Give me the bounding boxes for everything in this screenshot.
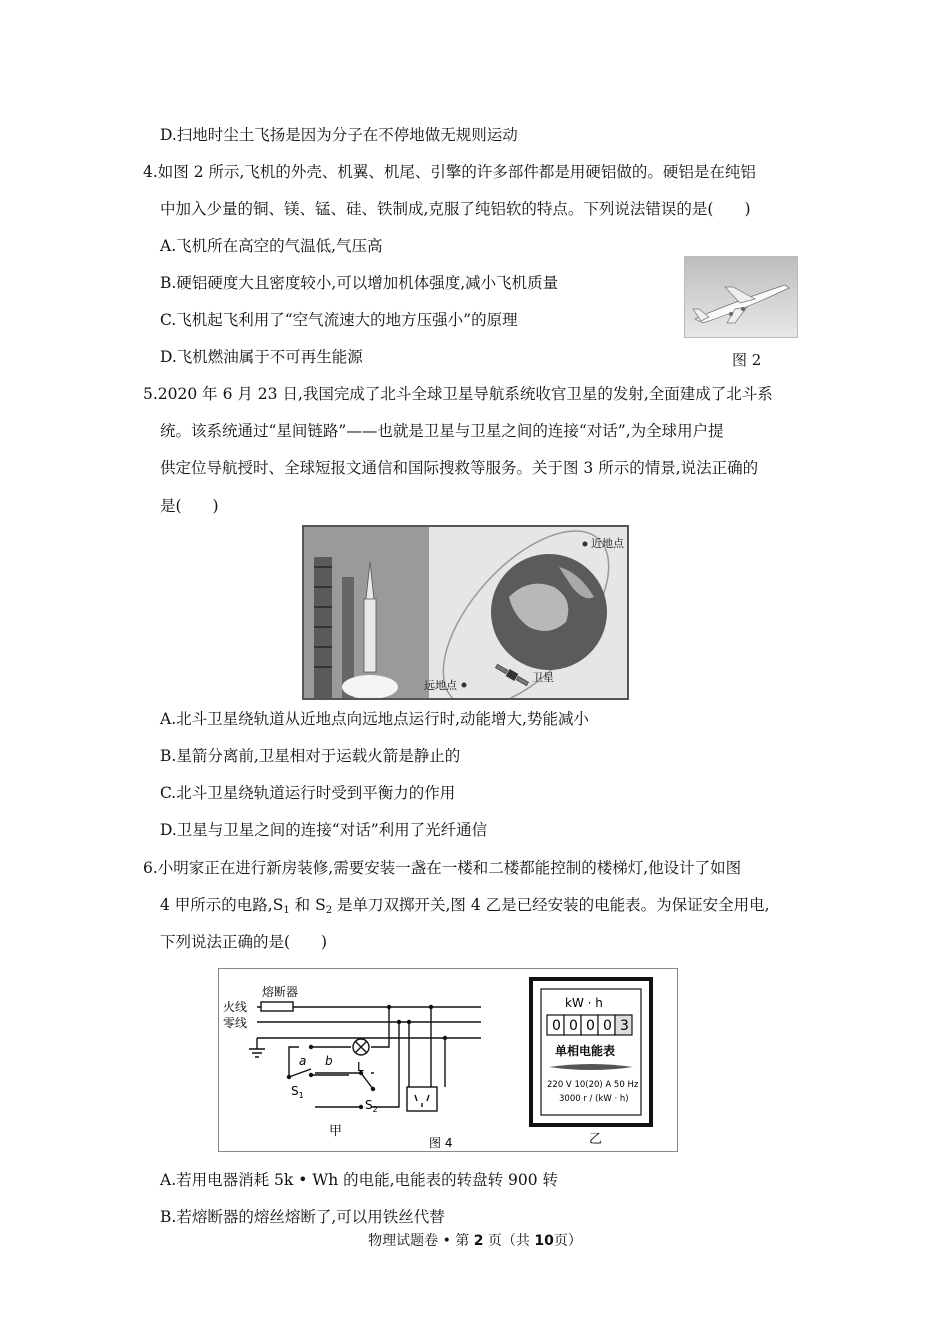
meter-spec-2: 3000 r / (kW · h) — [559, 1094, 629, 1104]
q6-stem-line3: 下列说法正确的是( ) — [160, 933, 328, 951]
satellite-label: 卫星 — [532, 671, 554, 684]
q6-option-b: B.若熔断器的熔丝熔断了,可以用铁丝代替 — [160, 1208, 445, 1226]
meter-digit: 0 — [569, 1018, 578, 1034]
fuse-label: 熔断器 — [262, 985, 299, 999]
meter-digit: 0 — [552, 1018, 561, 1034]
yi-label: 乙 — [589, 1132, 603, 1147]
q6-stem-line2: 4 甲所示的电路$,S_1$ 和 $S_2$ 是单刀双掷开关,图 4 乙是已经安装的电能表。为保证安全用电, — [160, 896, 770, 916]
q4-option-b: B.硬铝硬度大且密度较小,可以增加机体强度,减小飞机质量 — [160, 274, 559, 292]
live-wire-label: 火线 — [223, 1000, 248, 1014]
airplane-image — [685, 257, 797, 337]
q4-stem-line1: 4.如图 2 所示,飞机的外壳、机翼、机尾、引擎的许多部件都是用硬铝做的。硬铝是在纯铝 — [143, 163, 756, 181]
q5-stem-line4: 是( ) — [160, 497, 219, 515]
beidou-image — [304, 527, 627, 698]
meter-digit: 0 — [603, 1018, 612, 1034]
q5-stem-line2: 统。该系统通过“星间链路”——也就是卫星与卫星之间的连接“对话”,为全球用户提 — [160, 422, 724, 440]
beidou-figure — [302, 525, 629, 700]
q4-stem-line2: 中加入少量的铜、镁、锰、硅、铁制成,克服了纯铝软的特点。下列说法错误的是( ) — [160, 200, 751, 218]
q4-option-c: C.飞机起飞利用了“空气流速大的地方压强小”的原理 — [160, 311, 518, 329]
switch-s1-label: $S_1$ — [291, 1084, 304, 1100]
circuit-diagram — [219, 969, 677, 1151]
apogee-label: 远地点 — [424, 679, 457, 692]
socket-icon — [407, 1087, 437, 1111]
q6-option-a: A.若用电器消耗 5k • Wh 的电能,电能表的转盘转 900 转 — [160, 1171, 559, 1189]
q5-stem-line1: 5.2020 年 6 月 23 日,我国完成了北斗全球卫星导航系统收官卫星的发射,全面建成了北斗系 — [143, 385, 773, 403]
meter-title: 单相电能表 — [555, 1044, 616, 1058]
q5-stem-line3: 供定位导航授时、全球短报文通信和国际搜救等服务。关于图 3 所示的情景,说法正确的 — [160, 459, 759, 477]
q5-option-b: B.星箭分离前,卫星相对于运载火箭是静止的 — [160, 747, 461, 765]
meter-digits — [547, 1015, 632, 1035]
q5-option-c: C.北斗卫星绕轨道运行时受到平衡力的作用 — [160, 784, 456, 802]
q3-option-d: D.扫地时尘土飞扬是因为分子在不停地做无规则运动 — [160, 126, 518, 144]
fuse-icon — [261, 1002, 293, 1011]
meter-unit-label: kW · h — [565, 996, 603, 1010]
airplane-figure — [684, 256, 798, 338]
q4-option-d: D.飞机燃油属于不可再生能源 — [160, 348, 363, 366]
q5-option-d: D.卫星与卫星之间的连接“对话”利用了光纤通信 — [160, 821, 488, 839]
meter-digit: 0 — [586, 1018, 595, 1034]
perigee-label: 近地点 — [591, 537, 624, 550]
q4-option-a: A.飞机所在高空的气温低,气压高 — [160, 237, 383, 255]
figure-2-caption: 图 2 — [732, 351, 762, 369]
s2-switch-blade — [361, 1073, 373, 1089]
circuit-figure — [218, 968, 678, 1152]
meter-spec-1: 220 V 10(20) A 50 Hz — [547, 1080, 639, 1090]
jia-label: 甲 — [329, 1124, 343, 1139]
terminal-b-label: b — [325, 1054, 333, 1068]
page-footer: 物理试题卷 • 第 2 页（共 10页） — [368, 1233, 582, 1249]
figure-4-caption: 图 4 — [429, 1136, 453, 1150]
lamp-label: L — [357, 1060, 364, 1074]
meter-digit: 3 — [620, 1018, 629, 1034]
switch-s2-label: $S_2$ — [365, 1098, 378, 1114]
terminal-a-label: a — [299, 1054, 307, 1068]
ground-icon — [249, 1038, 265, 1057]
neutral-wire-label: 零线 — [223, 1016, 248, 1030]
electric-meter — [531, 979, 651, 1125]
q5-option-a: A.北斗卫星绕轨道从近地点向远地点运行时,动能增大,势能减小 — [160, 710, 589, 728]
q6-stem-line1: 6.小明家正在进行新房装修,需要安装一盏在一楼和二楼都能控制的楼梯灯,他设计了如图 — [143, 859, 742, 877]
